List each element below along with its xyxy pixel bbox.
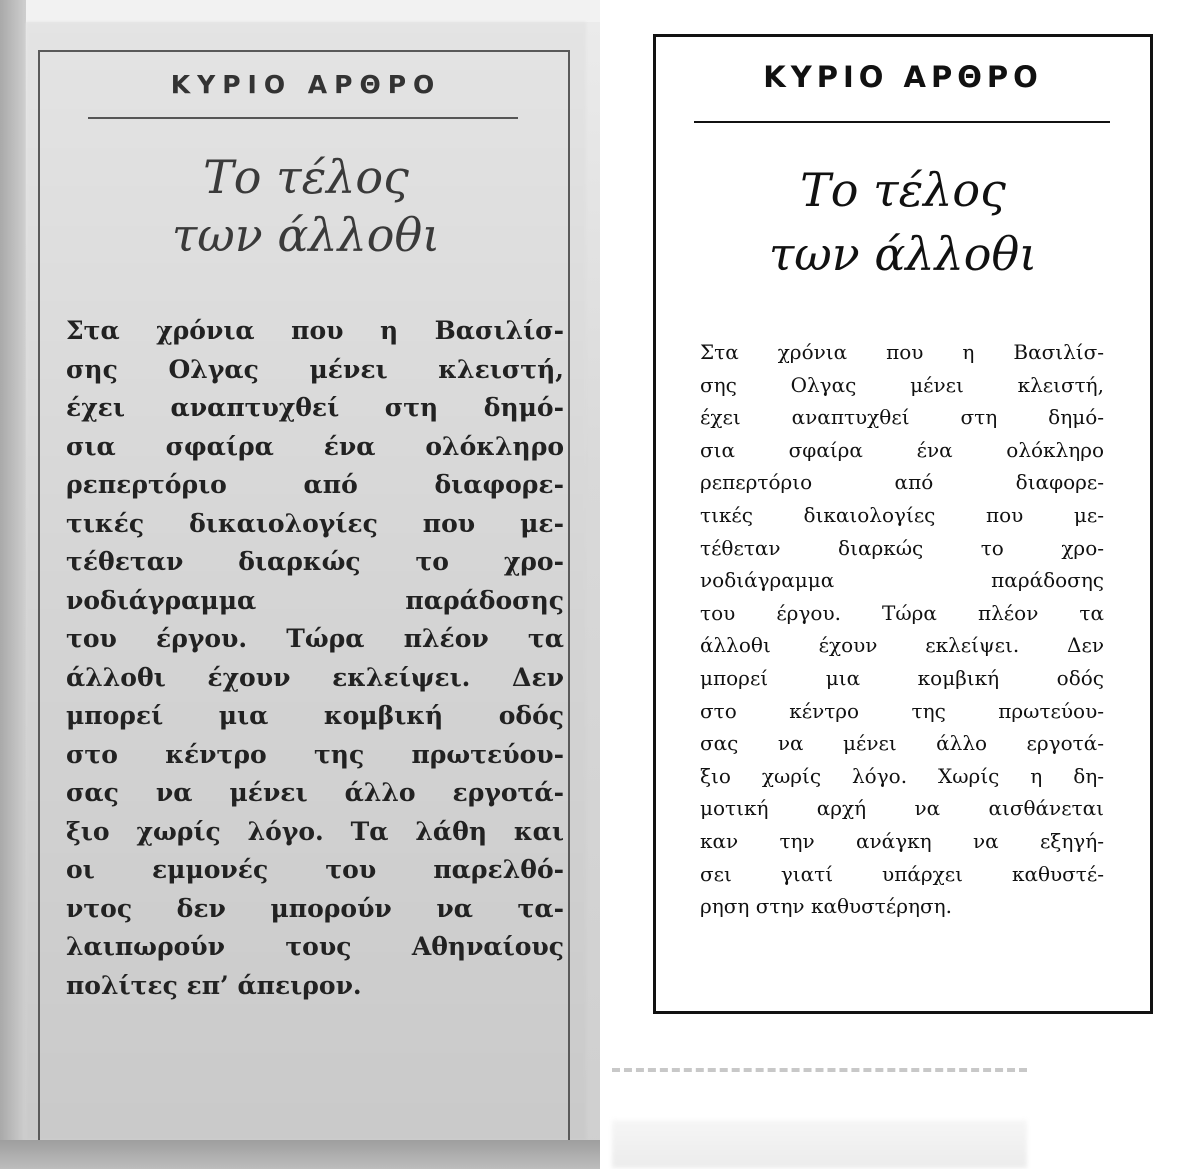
typeset-body-line: σει γιατί υπάρχει καθυστέ- (700, 861, 1104, 886)
typeset-body-line: ρεπερτόριο από διαφορε- (700, 470, 1104, 495)
typeset-headline-line: Το τέλος (800, 163, 1006, 217)
photo-body-line: σας να μένει άλλο εργοτά- (66, 778, 564, 807)
typeset-body-line: σης Ολγας μένει κλειστή, (700, 372, 1104, 397)
typeset-article-body (700, 336, 1104, 923)
typeset-headline-line: των άλλοθι (768, 227, 1038, 281)
photo-body-line: λαιπωρούν τους Αθηναίους (66, 932, 564, 961)
photo-kicker-rule (88, 117, 518, 119)
photo-body-line: Στα χρόνια που η Βασιλίσ- (66, 316, 564, 345)
photo-body-line: τικές δικαιολογίες που με- (66, 508, 564, 538)
photo-body-line: έχει αναπτυχθεί στη δημό- (66, 393, 564, 422)
photo-body-line: μπορεί μια κομβική οδός (66, 701, 564, 730)
typeset-body-line: μοτική αρχή να αισθάνεται (700, 796, 1104, 821)
typeset-body-line: του έργου. Τώρα πλέον τα (700, 600, 1104, 625)
photo-headline-line: Το τέλος (203, 150, 409, 204)
photo-body-line: ρεπερτόριο από διαφορε- (66, 470, 564, 499)
typeset-kicker-rule (694, 121, 1110, 123)
typeset-body-line: άλλοθι έχουν εκλείψει. Δεν (700, 633, 1104, 658)
typeset-body-line: τέθεταν διαρκώς το χρο- (700, 535, 1104, 560)
page-remnant-shadow (612, 1120, 1027, 1168)
photo-headline-line: των άλλοθι (171, 208, 441, 262)
photo-article-body (66, 312, 564, 1005)
photo-body-line: τέθεταν διαρκώς το χρο- (66, 547, 564, 576)
photo-background-edge (0, 0, 26, 1169)
typeset-body-line: μπορεί μια κομβική οδός (700, 665, 1104, 690)
typeset-headline (653, 158, 1153, 286)
photo-body-line: ντος δεν μπορούν να τα- (66, 893, 564, 923)
typeset-clipping-panel (600, 0, 1200, 1169)
typeset-body-line: στο κέντρο της πρωτεύου- (700, 698, 1104, 723)
photo-headline (40, 148, 572, 264)
typeset-body-line: σας να μένει άλλο εργοτά- (700, 731, 1104, 756)
photo-body-line: στο κέντρο της πρωτεύου- (66, 739, 564, 769)
typeset-body-line: σια σφαίρα ένα ολόκληρο (700, 437, 1104, 462)
photo-body-line: νοδιάγραμμα παράδοσης (66, 585, 564, 615)
typeset-body-line: ξιο χωρίς λόγο. Χωρίς η δη- (700, 763, 1104, 788)
typeset-body-line: έχει αναπτυχθεί στη δημό- (700, 405, 1104, 430)
page-remnant-dashes (612, 1068, 1027, 1072)
photo-body-line: του έργου. Τώρα πλέον τα (66, 624, 564, 653)
typeset-body-line: νοδιάγραμμα παράδοσης (700, 568, 1104, 593)
typeset-body-line: ρηση στην καθυστέρηση. (700, 894, 952, 919)
photo-body-line: άλλοθι έχουν εκλείψει. Δεν (66, 662, 564, 692)
typeset-body-line: καν την ανάγκη να εξηγή- (700, 828, 1104, 853)
photo-background-top (0, 0, 600, 22)
photo-body-line: σια σφαίρα ένα ολόκληρο (66, 431, 564, 461)
photo-body-line: πολίτες επ’ άπειρον. (66, 970, 362, 1000)
photo-background-bottom (0, 1140, 600, 1169)
photo-body-line: οι εμμονές του παρελθό- (66, 855, 564, 884)
photo-body-line: ξιο χωρίς λόγο. Τα λάθη και (66, 816, 564, 846)
photo-kicker: ΚΥΡΙΟ ΑΡΘΡΟ (170, 70, 442, 99)
typeset-body-line: Στα χρόνια που η Βασιλίσ- (700, 340, 1104, 364)
typeset-kicker: ΚΥΡΙΟ ΑΡΘΡΟ (763, 60, 1043, 94)
typeset-body-line: τικές δικαιολογίες που με- (700, 502, 1104, 527)
photo-body-line: σης Ολγας μένει κλειστή, (66, 354, 564, 384)
